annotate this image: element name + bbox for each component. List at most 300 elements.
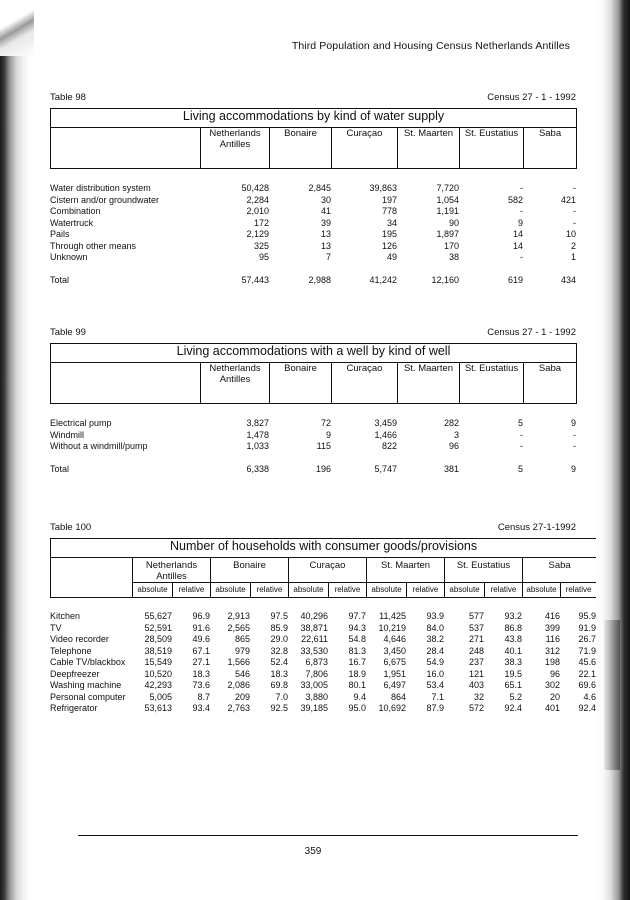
cell-st-maarten-absolute: 6,497 — [383, 680, 406, 690]
cell-st-maarten: 90 — [448, 217, 459, 228]
cell-curacao-absolute: 6,873 — [305, 657, 328, 667]
cell-curacao: 197 — [381, 194, 397, 205]
cell-bonaire-absolute: 2,086 — [227, 680, 250, 690]
table-100-col-bonaire: Bonaire — [211, 558, 289, 583]
cell-st-eustatius-absolute: 572 — [468, 703, 484, 713]
table-98-title: Living accommodations by kind of water supply — [51, 109, 577, 128]
cell-st-maarten-relative: 28.4 — [426, 645, 444, 656]
cell-bonaire-relative: 69.8 — [270, 680, 288, 690]
cell-saba-absolute: 96 — [549, 668, 560, 679]
cell-st-eustatius-absolute: 577 — [468, 611, 484, 621]
cell-st-eustatius-relative: 19.5 — [504, 668, 522, 679]
subheader-st-maarten-absolute: absolute — [367, 583, 407, 598]
subheader-st-eustatius-relative: relative — [485, 583, 523, 598]
total-st-eustatius: 5 — [517, 463, 523, 474]
cell-bonaire-relative: 29.0 — [270, 634, 288, 644]
total-st-eustatius: 619 — [507, 274, 523, 285]
cell-st-eustatius: - — [520, 252, 523, 262]
cell-bonaire: 115 — [316, 441, 331, 451]
page-number: 359 — [304, 846, 322, 857]
table-100-title-row — [51, 539, 597, 558]
cell-st-maarten: 1,897 — [436, 229, 459, 239]
table-total-row — [50, 275, 576, 287]
table-row — [50, 441, 576, 453]
cell-saba: - — [573, 217, 576, 228]
cell-st-eustatius-absolute: 537 — [468, 622, 484, 633]
cell-bonaire-relative: 52.4 — [270, 657, 288, 667]
table-99-databox — [50, 418, 576, 475]
cell-bonaire-absolute: 2,913 — [227, 611, 250, 621]
table-98-header-grid — [50, 108, 577, 169]
table-100-databox — [50, 611, 596, 715]
cell-na-relative: 8.7 — [197, 691, 210, 702]
subheader-curacao-relative: relative — [329, 583, 367, 598]
total-st-maarten: 381 — [443, 463, 459, 474]
cell-saba-absolute: 399 — [544, 622, 560, 633]
cell-curacao: 39,863 — [369, 183, 397, 193]
cell-bonaire: 7 — [325, 252, 331, 262]
table-99-col-st-maarten: St. Maarten — [398, 363, 460, 404]
row-label: Refrigerator — [50, 703, 98, 713]
table-row — [50, 218, 576, 230]
table-99-data — [50, 418, 576, 475]
table-100-title: Number of households with consumer goods/provisions — [51, 539, 597, 558]
row-label: Personal computer — [50, 691, 126, 702]
cell-saba: 421 — [560, 194, 576, 205]
cell-bonaire-relative: 18.3 — [270, 668, 288, 679]
cell-saba-relative: 45.6 — [578, 657, 596, 667]
cell-saba-relative: 22.1 — [578, 668, 596, 679]
subheader-saba-relative: relative — [561, 583, 597, 598]
cell-bonaire-relative: 7.0 — [275, 691, 288, 702]
subheader-saba-absolute: absolute — [523, 583, 561, 598]
cell-bonaire: 39 — [320, 217, 331, 228]
table-100-number: Table 100 — [50, 522, 92, 533]
cell-bonaire: 30 — [320, 194, 331, 205]
col-label-line2: Antilles — [219, 139, 251, 150]
table-98-title-row — [51, 109, 577, 128]
cell-bonaire: 72 — [320, 418, 331, 428]
cell-na-relative: 93.4 — [192, 703, 210, 713]
cell-curacao-relative: 54.8 — [348, 634, 366, 644]
total-curacao: 41,242 — [369, 274, 397, 285]
footer-divider — [78, 835, 578, 836]
cell-st-maarten-absolute: 6,675 — [383, 657, 406, 667]
table-98-column-header-row — [51, 128, 577, 169]
table-row — [50, 206, 576, 218]
table-row — [50, 195, 576, 207]
row-label: Washing machine — [50, 680, 122, 690]
table-row — [50, 241, 576, 253]
running-header: Third Population and Housing Census Netherlands Antilles — [291, 40, 570, 52]
table-98-census-date: Census 27 - 1 - 1992 — [487, 92, 576, 103]
row-label: Combination — [50, 206, 101, 216]
cell-curacao: 822 — [381, 441, 397, 451]
cell-saba: 10 — [565, 229, 576, 239]
cell-curacao-absolute: 22,611 — [301, 634, 328, 644]
cell-st-maarten-relative: 16.0 — [426, 668, 444, 679]
cell-saba: - — [573, 429, 576, 440]
row-label: Video recorder — [50, 634, 109, 644]
table-99-stub-header — [51, 363, 201, 404]
cell-curacao: 195 — [381, 229, 397, 239]
total-st-maarten: 12,160 — [431, 274, 459, 285]
cell-st-eustatius: 582 — [507, 194, 523, 205]
row-label: Pails — [50, 229, 70, 239]
cell-st-maarten-absolute: 4,646 — [383, 634, 406, 644]
paper-sheet — [30, 0, 596, 900]
col-label-line1: Netherlands — [209, 363, 261, 374]
cell-st-eustatius-relative: 38.3 — [504, 657, 522, 667]
cell-netherlands-antilles: 1,478 — [246, 429, 269, 440]
table-99-title-row — [51, 344, 577, 363]
cell-st-maarten-relative: 53.4 — [426, 680, 444, 690]
table-row — [50, 692, 596, 704]
table-98-col-st-maarten: St. Maarten — [398, 128, 460, 169]
cell-netherlands-antilles: 50,428 — [241, 183, 269, 193]
cell-curacao: 1,466 — [374, 429, 397, 440]
table-100-block — [50, 522, 596, 715]
row-label: Water distribution system — [50, 183, 151, 193]
table-99-header-grid — [50, 343, 577, 404]
row-label: Deepfreezer — [50, 668, 100, 679]
cell-st-eustatius: 14 — [512, 229, 523, 239]
cell-na-absolute: 38,519 — [144, 645, 172, 656]
cell-st-maarten-relative: 84.0 — [426, 622, 444, 633]
cell-bonaire: 2,845 — [308, 183, 331, 193]
total-netherlands-antilles: 6,338 — [246, 463, 269, 474]
total-label: Total — [50, 274, 70, 285]
cell-netherlands-antilles: 95 — [258, 252, 269, 262]
cell-curacao-relative: 97.7 — [348, 611, 366, 621]
col-label-line2: Antilles — [219, 374, 251, 385]
total-bonaire: 2,988 — [308, 274, 331, 285]
cell-saba-absolute: 416 — [544, 611, 560, 621]
cell-saba-absolute: 20 — [549, 691, 560, 702]
cell-curacao-relative: 9.4 — [353, 691, 366, 702]
cell-st-eustatius-relative: 40.1 — [504, 645, 522, 656]
cell-st-eustatius-relative: 93.2 — [504, 611, 522, 621]
row-label: Through other means — [50, 240, 137, 251]
cell-na-relative: 67.1 — [192, 645, 210, 656]
cell-na-absolute: 55,627 — [144, 611, 172, 621]
cell-st-maarten: 96 — [448, 441, 459, 451]
cell-bonaire-relative: 92.5 — [270, 703, 288, 713]
cell-st-eustatius: - — [520, 429, 523, 440]
cell-curacao-absolute: 40,296 — [300, 611, 328, 621]
cell-st-maarten: 3 — [453, 429, 459, 440]
cell-na-absolute: 52,591 — [144, 622, 172, 633]
cell-bonaire: 41 — [320, 206, 331, 216]
table-100-header-grid — [50, 538, 597, 598]
cell-bonaire-absolute: 979 — [234, 645, 250, 656]
table-row — [50, 183, 576, 195]
table-100-col-st-maarten: St. Maarten — [367, 558, 445, 583]
row-spacer — [50, 264, 576, 275]
table-100-col-st-eustatius: St. Eustatius — [445, 558, 523, 583]
cell-st-maarten-relative: 87.9 — [426, 703, 444, 713]
cell-netherlands-antilles: 2,010 — [246, 206, 269, 216]
cell-bonaire: 9 — [325, 429, 331, 440]
table-100-caption — [50, 522, 576, 536]
table-98-col-saba: Saba — [524, 128, 577, 169]
table-99-col-saba: Saba — [524, 363, 577, 404]
cell-na-absolute: 28,509 — [144, 634, 172, 644]
table-row — [50, 703, 596, 715]
subheader-bonaire-relative: relative — [251, 583, 289, 598]
cell-na-relative: 49.6 — [192, 634, 210, 644]
table-row — [50, 634, 596, 646]
table-100-col-curacao: Curaçao — [289, 558, 367, 583]
cell-saba-absolute: 198 — [544, 657, 560, 667]
cell-saba: 1 — [570, 252, 576, 262]
table-99-census-date: Census 27 - 1 - 1992 — [487, 327, 576, 338]
cell-na-relative: 27.1 — [192, 657, 210, 667]
table-98-caption — [50, 92, 576, 106]
row-label: Telephone — [50, 645, 92, 656]
cell-curacao-absolute: 33,530 — [300, 645, 328, 656]
row-spacer — [50, 453, 576, 464]
cell-curacao-relative: 94.3 — [348, 622, 366, 633]
cell-st-eustatius: - — [520, 183, 523, 193]
cell-st-eustatius-absolute: 237 — [468, 657, 484, 667]
cell-bonaire: 13 — [320, 240, 331, 251]
table-row — [50, 418, 576, 430]
cell-st-maarten-absolute: 10,692 — [378, 703, 406, 713]
cell-curacao: 778 — [381, 206, 397, 216]
table-99-number: Table 99 — [50, 327, 86, 338]
cell-netherlands-antilles: 2,284 — [246, 194, 269, 205]
table-row — [50, 657, 596, 669]
table-98-block — [50, 92, 576, 286]
table-row — [50, 669, 596, 681]
cell-saba-relative: 71.9 — [578, 645, 596, 656]
cell-curacao-absolute: 7,806 — [305, 668, 328, 679]
cell-bonaire-absolute: 209 — [234, 691, 250, 702]
cell-saba: 9 — [570, 418, 576, 428]
cell-saba-relative: 92.4 — [578, 703, 596, 713]
subheader-na-relative: relative — [173, 583, 211, 598]
table-100-subheader-row — [51, 583, 597, 598]
cell-na-relative: 18.3 — [192, 668, 210, 679]
cell-st-maarten-absolute: 3,450 — [383, 645, 406, 656]
table-100-data — [50, 611, 596, 715]
cell-st-maarten: 7,720 — [436, 183, 459, 193]
table-row — [50, 680, 596, 692]
total-label: Total — [50, 463, 70, 474]
cell-bonaire-absolute: 546 — [234, 668, 250, 679]
cell-st-eustatius-absolute: 403 — [468, 680, 484, 690]
cell-st-eustatius-absolute: 32 — [473, 691, 484, 702]
cell-na-absolute: 53,613 — [144, 703, 172, 713]
row-label: Watertruck — [50, 217, 94, 228]
cell-na-absolute: 42,293 — [144, 680, 172, 690]
cell-curacao-relative: 81.3 — [348, 645, 366, 656]
cell-saba-absolute: 116 — [545, 634, 560, 644]
cell-st-eustatius-relative: 65.1 — [504, 680, 522, 690]
col-label-line2: Antilles — [156, 571, 187, 582]
cell-st-eustatius-absolute: 121 — [468, 668, 484, 679]
cell-st-maarten: 1,054 — [436, 194, 459, 205]
table-98-col-curacao: Curaçao — [332, 128, 398, 169]
cell-bonaire-absolute: 2,763 — [227, 703, 250, 713]
cell-netherlands-antilles: 172 — [253, 217, 269, 228]
row-label: Kitchen — [50, 611, 81, 621]
row-label: Cable TV/blackbox — [50, 657, 126, 667]
row-label: Without a windmill/pump — [50, 441, 148, 451]
table-row — [50, 646, 596, 658]
table-100-col-netherlands-antilles — [133, 558, 211, 583]
table-98-stub-header — [51, 128, 201, 169]
cell-na-relative: 91.6 — [192, 622, 210, 633]
table-100-column-header-row — [51, 558, 597, 583]
cell-st-maarten-absolute: 1,951 — [383, 668, 406, 679]
cell-saba-relative: 26.7 — [578, 634, 596, 644]
cell-saba-relative: 4.6 — [583, 691, 596, 702]
row-label: Windmill — [50, 429, 85, 440]
table-98-col-netherlands-antilles — [201, 128, 270, 169]
cell-curacao: 49 — [386, 252, 397, 262]
cell-st-maarten-relative: 93.9 — [426, 611, 444, 621]
cell-na-relative: 73.6 — [192, 680, 210, 690]
table-99-col-netherlands-antilles — [201, 363, 270, 404]
cell-saba-relative: 69.6 — [578, 680, 596, 690]
cell-bonaire-absolute: 2,565 — [227, 622, 250, 633]
cell-curacao: 34 — [386, 217, 397, 228]
cell-curacao-relative: 80.1 — [348, 680, 366, 690]
cell-st-eustatius: - — [520, 441, 523, 451]
cell-na-absolute: 10,520 — [144, 668, 172, 679]
cell-st-eustatius: 5 — [517, 418, 523, 428]
table-98-col-bonaire: Bonaire — [270, 128, 332, 169]
cell-st-eustatius-relative: 86.8 — [504, 622, 522, 633]
cell-saba-absolute: 401 — [544, 703, 560, 713]
table-99-block — [50, 327, 576, 475]
table-99-col-st-eustatius: St. Eustatius — [460, 363, 524, 404]
cell-st-eustatius: 14 — [512, 240, 523, 251]
cell-na-relative: 96.9 — [192, 611, 210, 621]
cell-bonaire-relative: 97.5 — [270, 611, 288, 621]
row-label: Cistern and/or groundwater — [50, 194, 160, 205]
page-edge-smudge — [604, 620, 620, 770]
cell-bonaire-absolute: 865 — [234, 634, 250, 644]
cell-st-eustatius-relative: 92.4 — [504, 703, 522, 713]
cell-saba: - — [573, 206, 576, 216]
cell-curacao: 126 — [381, 240, 397, 251]
cell-st-maarten-relative: 54.9 — [426, 657, 444, 667]
table-100-stub-header — [51, 558, 133, 598]
col-label-line1: Netherlands — [209, 128, 261, 139]
cell-bonaire-relative: 85.9 — [270, 622, 288, 633]
cell-st-maarten: 170 — [443, 240, 459, 251]
table-99-title: Living accommodations with a well by kind of well — [51, 344, 577, 363]
table-99-col-bonaire: Bonaire — [270, 363, 332, 404]
page-edge-shadow-right — [596, 0, 630, 900]
subheader-st-maarten-relative: relative — [407, 583, 445, 598]
subheader-bonaire-absolute: absolute — [211, 583, 251, 598]
cell-st-maarten: 282 — [443, 418, 459, 428]
cell-netherlands-antilles: 1,033 — [246, 441, 269, 451]
cell-saba: - — [573, 441, 576, 451]
table-row — [50, 623, 596, 635]
cell-st-maarten-absolute: 864 — [390, 691, 406, 702]
total-saba: 9 — [570, 463, 576, 474]
table-row — [50, 229, 576, 241]
cell-st-maarten-relative: 38.2 — [426, 634, 444, 644]
subheader-curacao-absolute: absolute — [289, 583, 329, 598]
cell-na-absolute: 15,549 — [144, 657, 172, 667]
col-label-line1: Netherlands — [145, 560, 198, 571]
cell-curacao-relative: 16.7 — [348, 657, 366, 667]
cell-bonaire-absolute: 1,566 — [227, 657, 250, 667]
cell-curacao-absolute: 33,005 — [300, 680, 328, 690]
total-bonaire: 196 — [315, 463, 331, 474]
cell-saba: 2 — [570, 240, 576, 251]
cell-st-maarten: 38 — [448, 252, 459, 262]
cell-st-eustatius: 9 — [517, 217, 523, 228]
cell-curacao-absolute: 3,880 — [305, 691, 328, 702]
table-100-col-saba: Saba — [523, 558, 597, 583]
cell-curacao: 3,459 — [374, 418, 397, 428]
table-98-databox — [50, 183, 576, 286]
table-row — [50, 611, 596, 623]
page-corner-curl — [0, 0, 34, 56]
cell-st-maarten-absolute: 10,219 — [378, 622, 406, 633]
row-label: TV — [50, 622, 62, 633]
table-98-data — [50, 183, 576, 286]
cell-bonaire-relative: 32.8 — [270, 645, 288, 656]
cell-netherlands-antilles: 2,129 — [246, 229, 269, 239]
cell-st-eustatius: - — [520, 206, 523, 216]
cell-st-eustatius-absolute: 248 — [468, 645, 484, 656]
total-netherlands-antilles: 57,443 — [241, 274, 269, 285]
cell-saba: - — [573, 183, 576, 193]
cell-saba-relative: 91.9 — [578, 622, 596, 633]
cell-st-eustatius-relative: 5.2 — [509, 691, 522, 702]
table-99-column-header-row — [51, 363, 577, 404]
cell-st-maarten-relative: 7.1 — [431, 691, 444, 702]
cell-netherlands-antilles: 3,827 — [246, 418, 269, 428]
cell-curacao-absolute: 38,871 — [300, 622, 328, 633]
table-98-number: Table 98 — [50, 92, 86, 103]
row-label: Electrical pump — [50, 418, 112, 428]
table-100-census-date: Census 27-1-1992 — [497, 522, 576, 533]
cell-st-maarten-absolute: 11,425 — [379, 611, 406, 621]
cell-curacao-absolute: 39,185 — [300, 703, 328, 713]
table-total-row — [50, 464, 576, 476]
cell-na-absolute: 5,005 — [149, 691, 172, 702]
row-label: Unknown — [50, 252, 88, 262]
cell-bonaire: 13 — [320, 229, 331, 239]
cell-saba-absolute: 312 — [544, 645, 560, 656]
cell-st-eustatius-absolute: 271 — [468, 634, 484, 644]
total-saba: 434 — [560, 274, 576, 285]
subheader-na-absolute: absolute — [133, 583, 173, 598]
cell-curacao-relative: 95.0 — [348, 703, 366, 713]
table-row — [50, 252, 576, 264]
table-row — [50, 430, 576, 442]
cell-netherlands-antilles: 325 — [253, 240, 269, 251]
table-99-col-curacao: Curaçao — [332, 363, 398, 404]
table-98-col-st-eustatius: St. Eustatius — [460, 128, 524, 169]
cell-st-eustatius-relative: 43.8 — [504, 634, 522, 644]
cell-curacao-relative: 18.9 — [348, 668, 366, 679]
total-curacao: 5,747 — [374, 463, 397, 474]
cell-saba-relative: 95.9 — [578, 611, 596, 621]
cell-st-maarten: 1,191 — [436, 206, 459, 216]
page-edge-shadow-left — [0, 0, 30, 900]
subheader-st-eustatius-absolute: absolute — [445, 583, 485, 598]
